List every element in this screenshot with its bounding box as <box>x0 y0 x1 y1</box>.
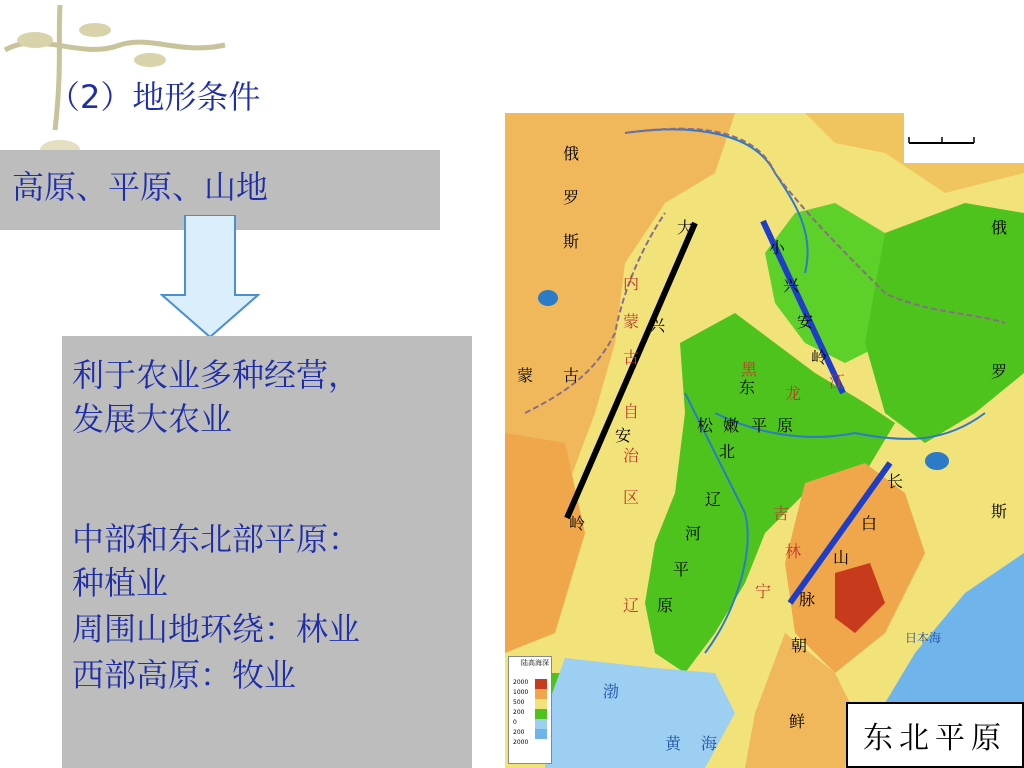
place-label: 鲜 <box>789 712 806 731</box>
place-label: 自 <box>623 402 640 421</box>
place-label: 岭 <box>569 514 586 533</box>
slide-title: （2）地形条件 <box>48 78 261 116</box>
benefit-line-3: 中部和东北部平原： <box>72 520 361 558</box>
place-label: 罗 <box>563 188 580 207</box>
place-label: 海 <box>701 734 718 753</box>
northeast-china-map <box>505 113 1024 768</box>
place-label: 兴 <box>649 316 666 335</box>
place-label: 俄 <box>563 144 580 163</box>
legend-value: 200 <box>513 709 525 716</box>
place-label: 山 <box>833 548 850 567</box>
map-caption: 东北平原 <box>846 702 1024 768</box>
place-label: 辽 <box>623 596 640 615</box>
place-label: 安 <box>615 426 632 445</box>
legend-value: 2000 <box>513 739 529 746</box>
place-label: 区 <box>623 488 640 507</box>
legend-title: 陆高海深 <box>521 659 549 667</box>
place-label: 长 <box>887 472 904 491</box>
benefit-line-5: 周围山地环绕：林业 <box>72 610 361 648</box>
place-label: 古 <box>623 348 640 367</box>
place-label: 蒙 <box>623 312 640 331</box>
place-label: 龙 <box>785 384 802 403</box>
benefit-line-2: 发展大农业 <box>72 400 233 438</box>
terrain-map <box>505 113 1024 768</box>
place-label: 原 <box>657 596 674 615</box>
place-label: 安 <box>797 312 814 331</box>
benefits-box <box>62 336 472 768</box>
terrain-types-text: 高原、平原、山地 <box>12 168 269 206</box>
place-label: 内 <box>623 274 640 293</box>
place-label: 东 <box>739 378 756 397</box>
place-label: 松 <box>697 416 714 435</box>
place-label: 治 <box>623 446 640 465</box>
legend-value: 2000 <box>513 679 529 686</box>
benefit-line-4: 种植业 <box>72 564 169 602</box>
place-label: 辽 <box>705 490 722 509</box>
legend-value: 0 <box>513 719 517 726</box>
place-label: 林 <box>785 542 802 561</box>
place-label: 俄 <box>991 218 1008 237</box>
legend-value: 500 <box>513 699 525 706</box>
place-label: 渤 <box>603 682 620 701</box>
legend-value: 200 <box>513 729 525 736</box>
place-label: 河 <box>685 524 702 543</box>
place-label: 斯 <box>991 502 1008 521</box>
place-label: 江 <box>829 372 846 391</box>
place-label: 原 <box>777 416 794 435</box>
legend-value: 1000 <box>513 689 529 696</box>
place-label: 黄 <box>665 734 682 753</box>
place-label: 北 <box>719 442 736 461</box>
down-arrow-icon <box>160 215 260 340</box>
place-label: 平 <box>673 560 690 579</box>
place-label: 蒙 <box>517 366 534 385</box>
place-label: 平 <box>751 416 768 435</box>
place-label: 罗 <box>991 362 1008 381</box>
place-label: 日本海 <box>905 631 942 645</box>
place-label: 大 <box>677 218 694 237</box>
place-label: 白 <box>861 514 878 533</box>
scale-bar <box>904 113 1024 163</box>
place-label: 岭 <box>811 348 828 367</box>
place-label: 兴 <box>783 276 800 295</box>
place-label: 嫩 <box>723 416 740 435</box>
place-label: 斯 <box>563 232 580 251</box>
place-label: 小 <box>769 238 786 257</box>
place-label: 黑 <box>741 360 758 379</box>
benefit-line-6: 西部高原：牧业 <box>72 656 297 694</box>
place-label: 吉 <box>773 504 790 523</box>
place-label: 脉 <box>799 590 816 609</box>
place-label: 宁 <box>755 582 772 601</box>
benefit-line-1: 利于农业多种经营， <box>72 356 361 394</box>
scale-ruler-icon <box>904 113 1024 163</box>
place-label: 古 <box>563 366 580 385</box>
place-label: 朝 <box>791 636 808 655</box>
